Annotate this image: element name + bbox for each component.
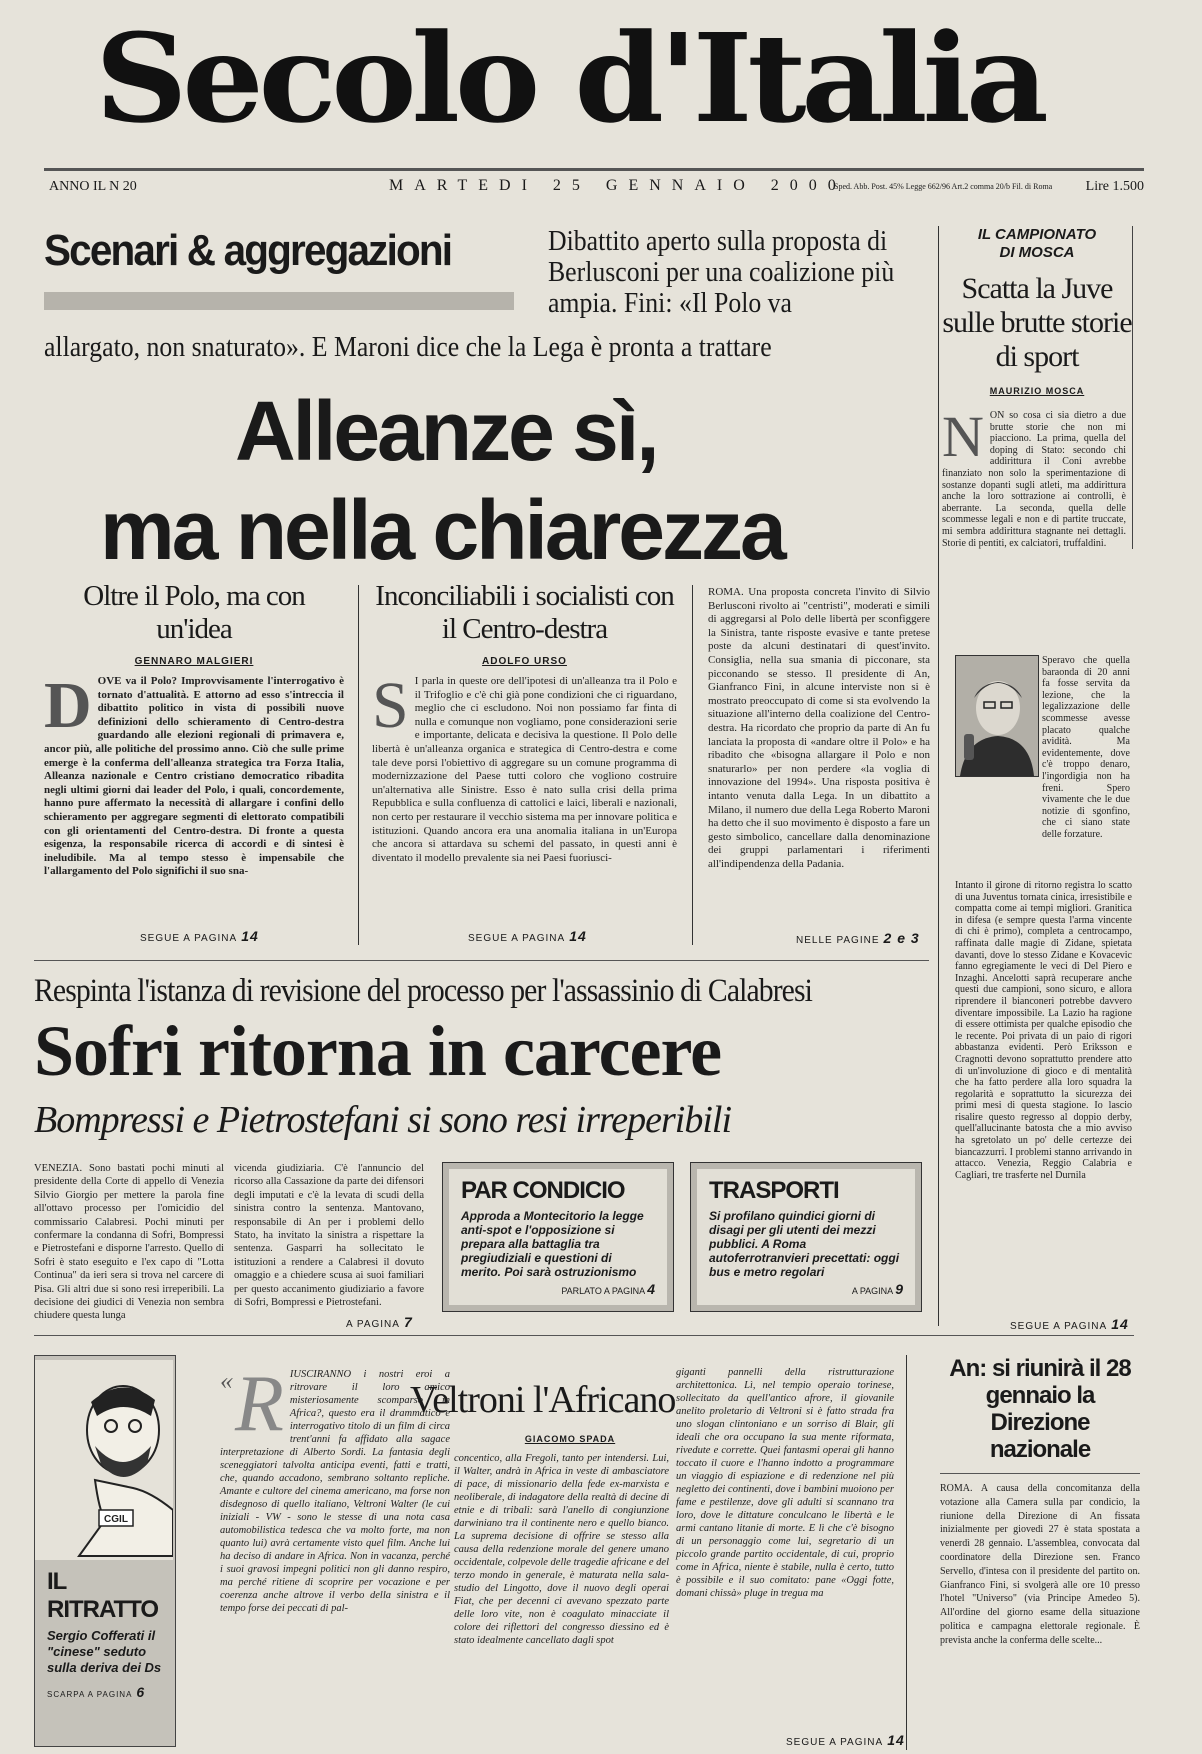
sidebar-body-bottom: Intanto il girone di ritorno registra lo scatto di una Juventus tornata cinica, irresistibile e compatta come ai tempi migliori. Granitica in difesa (e sempre questa l'arma vincente di chi è primo), completa a centrocampo, raffinata dalle magie di Zidane, spietata davanti, dove lo stesso Zidane e Kovacevic fanno egregiamente le veci di Del Piero e Inzaghi. Ancelotti saprà recuperare anche questi due campioni, sono sicuro, e allora riprendere il bianconeri potrebbe davvero diventare impossibile. La Lazio ha ragione di essere ottimista per qualche episodio che le recente. Poi privata di un paio di rigori abbastanza evidenti. Però Eriksson e Cragnotti devono soprattutto prendere atto di un'involuzione di gioco e di mentalità che ha fatto perdere alla loro squadra la regolarità e soprattutto la sicurezza dei primi mesi di questa stagione. Io lascio risalire questo regresso al doppio derby, quell'allucinante batosta che a mio avviso ha sgretolato un po' delle certezze dei biancazzurri. I problemi stanno arrivando in attacco. Venezia, Reggio Calabria e Cagliari, tre trasferte nel Durnila xyxy=(955,880,1132,1181)
sofri-body-1: VENEZIA. Sono bastati pochi minuti al presidente della Corte di appello di Venezia Silvio Giorgio per mettere la parola fine all'ottavo processo per l'omicidio del commissario Calabresi. Pochi minuti per confermare la condanna di Sofri, Bompressi e Pietrostefani e disporne l'arresto. Quello di Sofri è stato eseguito e l'ex capo di "Lotta Continua" da ieri sera si trova nel carcere di Pisa. Gli altri due si sono resi irreperibili. La decisione dei giudici di Venezia non sembra chiudere questa lunga xyxy=(34,1163,224,1322)
article-body: DOVE va il Polo? Improvvisamente l'interrogativo è tornato d'attualità. E attorno ad esso s'intreccia il dibattito politico in vista di possibili nuove definizioni dello schieramento di Centro-destra guardando alle elezioni regionali di primavera e, ancor più, alle politiche del prossimo anno. Ciò che sulle prime emerge è la conferma dell'alleanza strategica tra Forza Italia, Alleanza nazionale e Centro cristiano democratico ribadita negli ultimi giorni dai leader del Polo, i quali, concordemente, hanno pure affermato la necessità di allargare i confini dello schieramento per aggregare segmenti di elettorato compatibili con gli orientamenti del Centro-destra. Di fronte a questa esigenza, la responsabile ricerca di accordi e di sintesi è ineludibile. Ma al tempo stesso è impensabile che l'allargamento del Polo significhi il suo sna- xyxy=(44,669,344,878)
postal-info: Sped. Abb. Post. 45% Legge 662/96 Art.2 comma 20/b Fil. di Roma xyxy=(834,182,1053,191)
article-malgieri xyxy=(44,580,344,879)
lead-subtitle-2: allargato, non snaturato». E Maroni dice che la Lega è pronta a trattare xyxy=(44,332,772,363)
promo-ref: A PAGINA 9 xyxy=(851,1281,903,1297)
promo-trasporti[interactable] xyxy=(690,1162,922,1312)
promo-par-condicio[interactable] xyxy=(442,1162,674,1312)
column-divider xyxy=(906,1355,907,1750)
promo-ref: PARLATO A PAGINA 4 xyxy=(561,1281,655,1297)
ritratto-ref: SCARPA A PAGINA 6 xyxy=(47,1684,146,1700)
issue-price: Lire 1.500 xyxy=(1085,179,1144,194)
veltroni-col3: giganti pannelli della ristrutturazione architettonica. Lì, nel tempio operaio torinese, sollecitato da quell'antico afrore, il giovanile anelito proletario di Veltroni si è fatto strada fra uno slogan clintoniano e un sorriso di Blair, gli ideali che ora occupano la sua mente riformata, rivedute e corrette. Quei fantasmi operai gli hanno toccato il cuore e l'hanno indotto a programmare un viaggio di espiazione e di redenzione nel più negletto dei continenti, dove i bambini muoiono per fame e pestilenze, dove gli adulti si scannano tra loro, dove le dittature conculcano le libertà e le armi cantano litanie di morte. E lì che c'è bisogno di un personaggio come lui, segretario di un piccolo grande partito occidentale, di cui, proprio come in Africa, niente è stabile, nulla è certo, tutto è possibile e il suo comitato: pane «Oggi fotte, domani chissà» pluge in tregua ma xyxy=(676,1367,894,1599)
sidebar-divider xyxy=(938,226,939,1326)
veltroni-col2: concentico, alla Fregoli, tanto per intendersi. Lui, il Walter, andrà in Africa in veste di ambasciatore di pace, di missionario della fede ex-marxista e neoliberale, di indagatore della realtà di decine di etnie e di tribali: sarà l'anello di congiunzione darwiniano tra il continente nero e quello bianco. La suprema decisione di offrire se stesso alla causa della redenzione morale del genere umano occidentale, colpevole delle tragedie africane e del terzo mondo in generale, è maturata nella sala-studio del Lingotto, dove il nuovo degli operai Fiat, che per decenni ci avevano spezzato parte delle loro vite, non è coagulato minacciate il colore dei riflettori del congresso diessino ed è stato idealmente cancellato dagli spot xyxy=(454,1453,669,1646)
sofri-headline: Sofri ritorna in carcere xyxy=(34,1011,722,1091)
drop-cap: S xyxy=(372,669,409,742)
an-title: An: si riunirà il 28 gennaio la Direzione nazionale xyxy=(949,1355,1131,1463)
ritratto-box[interactable] xyxy=(34,1355,176,1747)
segue-link[interactable]: A PAGINA 7 xyxy=(346,1314,413,1330)
sofri-kicker: Respinta l'istanza di revisione del processo per l'assassinio di Calabresi xyxy=(34,973,812,1009)
drop-cap: N xyxy=(942,404,984,469)
segue-link[interactable]: SEGUE A PAGINA 14 xyxy=(1010,1316,1129,1332)
sidebar-title: Scatta la Juve sulle brutte storie di sport xyxy=(942,272,1132,373)
dateline xyxy=(44,168,1144,205)
segue-link[interactable]: SEGUE A PAGINA 14 xyxy=(140,928,259,944)
veltroni-author: GIACOMO SPADA xyxy=(524,1434,616,1444)
sidebar-mosca xyxy=(942,226,1133,549)
masthead-title: Secolo d'Italia xyxy=(95,6,1044,150)
article-title: Oltre il Polo, ma con un'idea xyxy=(83,580,305,645)
sofri-body-2: vicenda giudiziaria. C'è l'annuncio del ricorso alla Cassazione da parte dei difensori degli imputati e c'è la levata di scudi della sinistra contro la sentenza. Mantovano, responsabile di An per i problemi dello Stato, ha invitato la sinistra a rispettare la sentenza. Gasparri ha sollecitato le istituzioni a rendere a Calabresi il dovuto omaggio e a chiedere scusa ai suoi familiari per questo accanimento giudiziario a favore di Sofri, Bompressi e Pietrostefani. xyxy=(234,1163,424,1309)
segue-link[interactable]: SEGUE A PAGINA 14 xyxy=(468,928,587,944)
caricature-icon xyxy=(35,1360,173,1560)
issue-number: ANNO IL N 20 xyxy=(49,179,137,194)
promo-text: Si profilano quindici giorni di disagi per gli utenti dei mezzi pubblici. A Roma autoferrotranvieri precettati: oggi bus e metro regolari xyxy=(709,1209,900,1279)
article-body: ROMA. Una proposta concreta l'invito di Silvio Berlusconi rivolto ai "centristi", moderati e simili di aggregarsi al Polo delle libertà per sconfiggere la Sinistra, tante risposte evasive e tante pretese poste da alcuni destinatari di quest'invito. Consiglia, nella sua smania di picconare, sta picconando se stesso. Il presidente di An, Gianfranco Fini, in alcune interviste non si è mostrato preoccupato di come si sta evolvendo la situazione all'interno della coalizione del Centro-destra. Ha ricordato che proprio da parte di An fu lanciata la proposta di «andare oltre il Polo» e ha ribadito che «bisogna allargare il Polo e non snaturarlo» per non perdere «la voglia di innovazione del 1994». Una risposta positiva è intanto venuta dalla Lega. In un dibattito a Milano, il numero due della Lega Roberto Maroni ha detto che il suo movimento è disposto a fare un gesto simbolico, cancellare dalla denominazione dei gruppi parlamentari i riferimenti all'indipendenza della Padania. xyxy=(708,586,930,870)
column-divider xyxy=(358,585,359,945)
column-divider xyxy=(692,585,693,945)
section-title: Scenari & aggregazioni xyxy=(44,226,452,275)
sidebar-body: NON so cosa ci sia dietro a due brutte storie che non mi piacciono. La prima, quella del doping di Stato: secondo chi addirittura il Coni avrebbe finanziato non solo la sperimentazione di sostanze dopanti sugli atleti, ma addirittura anche la loro sottrazione ai controlli, è aberrante. La seconda, quella delle scommesse legali e non e di partite truccate, mi sembra addirittura stagnante nei dettagli. Storie di pentiti, ex calciatori, truffaldini. xyxy=(942,404,1126,549)
sofri-subtitle: Bompressi e Pietrostefani si sono resi irreperibili xyxy=(34,1099,731,1141)
article-author: ADOLFO URSO xyxy=(482,656,567,667)
promo-title: TRASPORTI xyxy=(709,1177,839,1204)
article-author: GENNARO MALGIERI xyxy=(134,656,254,667)
quote-mark-icon: « xyxy=(220,1366,233,1395)
veltroni-intro: « R IUSCIRANNO i nostri eroi a ritrovare il loro amico misteriosamente scomparso in Africa?, questo era il drammatico e interrogativo titolo di un film di circa trent'anni fa affidato alla sagace interpretazione di Alberto Sordi. La fantasia degli sceneggiatori talvolta anticipa eventi, fatti e tratti, che, quando accadono, sembrano soltanto repliche. Amante e cultore del cinema americano, ma forse non disdegnoso di quello italiano, Veltroni Walter (le cui iniziali - VW - sono le stesse di una nota casa automobilistica tedesca che va molto forte, ma non quanto lui) avrà certamente visto quel film. Anche lui ha deciso di andare in Africa. Non in vacanza, perché i suoi gravosi impegni politici non gli danno respiro, ma perché ritiene di scoprire per vocazione e per coerenza anche altrove il verbo della sinistra e il tempo forse dei peccati di pal- xyxy=(220,1360,450,1614)
an-body: ROMA. A causa della concomitanza della votazione alla Camera sulla par condicio, la riunione della Direzione di An fissata inizialmente per giovedì 27 è stata spostata a venerdì 28 gennaio. L'assemblea, convocata dal coordinatore della Direzione sen. Franco Servello, d'intesa con il presidente del partito on. Gianfranco Fini, si svolgerà alle ore 10 presso l'hotel "Universo" (via Principe Amedeo 5). All'ordine del giorno esame della situazione politica e campagna elettorale regionale. È prevista anche la conferma delle scelte... xyxy=(940,1483,1140,1646)
segue-link[interactable]: SEGUE A PAGINA 14 xyxy=(786,1732,905,1748)
article-body: S I parla in queste ore dell'ipotesi di un'alleanza tra il Polo e il Trifoglio e c'è chi già pone condizioni che ci riguardano, meglio che ci escludono. Noi non possiamo far finta di nulla e comunque non vogliamo, pone considerazioni serie e importante, delicata e decisiva la questione. Il Polo delle libertà è un'alleanza organica e strategica di Centro-destra e come tale deve porsi l'obiettivo di aggregare su un comune programma di modernizzazione del Paese tutti coloro che vogliono costruire un'alternativa alle Sinistre. Esso è nato sulla crisi della prima Repubblica e sulla confluenza di cattolici e laici, liberali e nazionali, non certo per restaurare il vecchio sistema ma per innovare politica e istituzioni. Quando ancora era una anomalia italiana in un'Europa che ancora si attardava su schemi del passato, in questi anni è diventato il modello prevalente sia nei Paesi fuoriusci- xyxy=(372,669,677,864)
sidebar-author: MAURIZIO MOSCA xyxy=(989,386,1085,396)
promo-title: PAR CONDICIO xyxy=(461,1177,625,1204)
lead-headline-2: ma nella chiarezza xyxy=(100,483,784,577)
veltroni-title: Veltroni l'Africano xyxy=(410,1379,676,1421)
author-photo xyxy=(955,655,1039,777)
ritratto-text: Sergio Cofferati il "cinese" seduto sulla deriva dei Ds xyxy=(47,1628,162,1675)
sidebar-body-mid: Speravo che quella baraonda di 20 anni fa fosse servita da lezione, che la legalizzazione delle scommesse avesse placato qualche avidità. Ma evidentemente, dove c'è troppo denaro, l'ingordigia non ha freni. Spero vivamente che le due notizie di sgonfino, che ci siano state delle forzature. xyxy=(1042,655,1130,840)
section-rule xyxy=(34,1335,1134,1336)
ritratto-title: IL RITRATTO xyxy=(47,1568,159,1623)
lead-headline-1: Alleanze sì, xyxy=(235,384,657,478)
promo-text: Approda a Montecitorio la legge anti-spot e l'opposizione si prepara alla battaglia tra pregiudiziali e questioni di merito. Poi sarà ostruzionismo xyxy=(461,1209,644,1279)
drop-cap: D xyxy=(44,669,92,742)
an-news-box xyxy=(940,1355,1140,1648)
article-urso xyxy=(372,580,677,865)
section-rule xyxy=(34,960,929,961)
article-title: Inconciliabili i socialisti con il Centro-destra xyxy=(375,580,674,645)
segue-link[interactable]: NELLE PAGINE 2 e 3 xyxy=(796,930,920,946)
sidebar-kicker: IL CAMPIONATO DI MOSCA xyxy=(977,226,1097,261)
portrait-icon xyxy=(956,656,1038,776)
section-grey-bar xyxy=(44,292,514,310)
issue-date: MARTEDI 25 GENNAIO 2000 xyxy=(389,177,847,194)
drop-cap: R xyxy=(235,1360,284,1448)
article-roma xyxy=(708,586,930,871)
cgil-badge: CGIL xyxy=(104,1514,128,1525)
lead-subtitle-1: Dibattito aperto sulla proposta di Berlusconi per una coalizione più ampia. Fini: «Il Polo va xyxy=(548,226,895,319)
